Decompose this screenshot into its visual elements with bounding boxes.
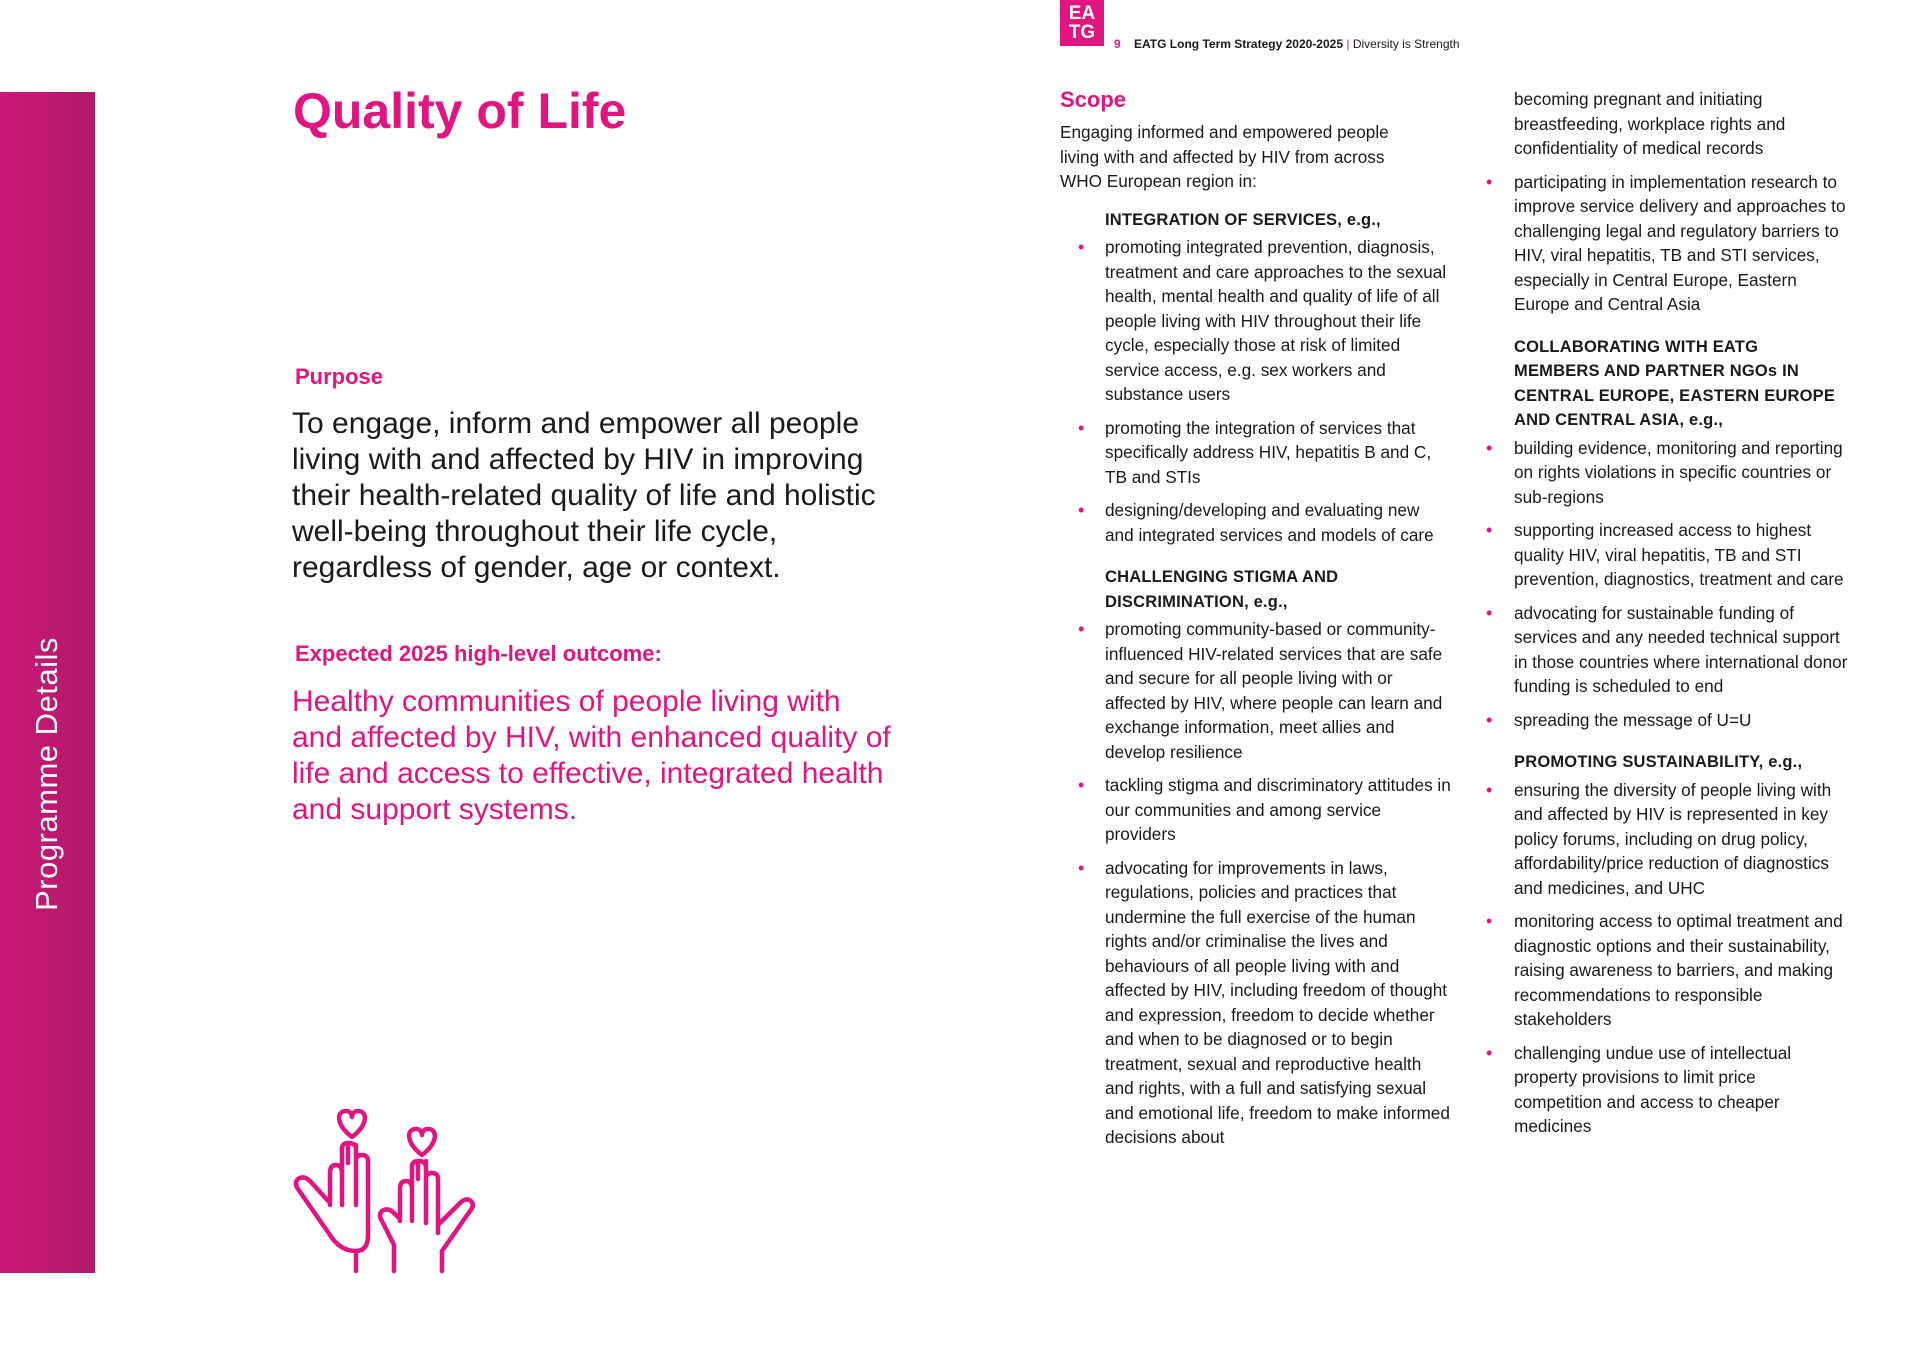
purpose-text: To engage, inform and empower all people living with and affected by HIV in improving their health-related quality of life and holistic well-being throughout their life cycle, regardless of gender, age or context. xyxy=(292,407,876,584)
list-item: • supporting increased access to highest quality HIV, viral hepatitis, TB and STI prevention, diagnostics, treatment and care xyxy=(1484,518,1848,592)
page-title: Quality of Life xyxy=(293,83,627,139)
list-item: • building evidence, monitoring and reporting on rights violations in specific countries or sub-regions xyxy=(1484,436,1848,510)
sustainability-list xyxy=(1484,778,1848,1139)
page-number: 9 xyxy=(1114,37,1121,51)
list-item: • tackling stigma and discriminatory attitudes in our communities and among service providers xyxy=(1060,773,1452,847)
purpose-heading: Purpose xyxy=(295,364,384,389)
logo-top-text: EA xyxy=(1068,3,1096,24)
document-subtitle: Diversity is Strength xyxy=(1352,37,1460,51)
sustainability-heading: PROMOTING SUSTAINABILITY, e.g., xyxy=(1514,753,1803,771)
list-item: • spreading the message of U=U xyxy=(1484,708,1848,733)
list-item-continued: becoming pregnant and initiating breastfeeding, workplace rights and confidentiality of medical records xyxy=(1514,89,1786,158)
stigma-list-continued xyxy=(1484,170,1848,317)
scope-heading: Scope xyxy=(1060,87,1127,112)
outcome-heading: Expected 2025 high-level outcome: xyxy=(295,641,662,666)
collaborating-list xyxy=(1484,436,1848,733)
stigma-list xyxy=(1060,617,1452,1150)
sidebar-band xyxy=(0,92,95,1273)
list-item: • advocating for sustainable funding of services and any needed technical support in those countries where international donor funding is scheduled to end xyxy=(1484,601,1848,699)
document-title: EATG Long Term Strategy 2020-2025 xyxy=(1134,37,1343,51)
scope-column-2 xyxy=(1484,87,1848,1148)
list-item: • monitoring access to optimal treatment and diagnostic options and their sustainability, raising awareness to barriers, and making recommendations to responsible stakeholders xyxy=(1484,909,1848,1032)
list-item: • promoting integrated prevention, diagnosis, treatment and care approaches to the sexual health, mental health and quality of life of all people living with HIV throughout their life cycle, especially those at risk of limited service access, e.g. sex workers and substance users xyxy=(1060,235,1452,407)
running-header xyxy=(1114,37,1460,51)
list-item: • designing/developing and evaluating new and integrated services and models of care xyxy=(1060,498,1452,547)
list-item: • promoting the integration of services that specifically address HIV, hepatitis B and C, TB and STIs xyxy=(1060,416,1452,490)
header-separator: | xyxy=(1346,37,1350,51)
outcome-text: Healthy communities of people living with and affected by HIV, with enhanced quality of life and access to effective, integrated health and support systems. xyxy=(292,685,891,826)
list-item: • participating in implementation research to improve service delivery and approaches to challenging legal and regulatory barriers to HIV, viral hepatitis, TB and STI services, especially in Central Europe, Eastern Europe and Central Asia xyxy=(1484,170,1848,317)
hands-heart-icon xyxy=(290,1105,475,1275)
integration-heading: INTEGRATION OF SERVICES, e.g., xyxy=(1105,210,1381,229)
integration-list xyxy=(1060,235,1452,547)
stigma-heading: CHALLENGING STIGMA AND DISCRIMINATION, e.g., xyxy=(1105,568,1339,611)
logo-bottom-text: TG xyxy=(1068,22,1096,43)
collaborating-heading: COLLABORATING WITH EATG MEMBERS AND PARTNER NGOs IN CENTRAL EUROPE, EASTERN EUROPE AND CENTRAL ASIA, e.g., xyxy=(1514,337,1836,429)
list-item: • challenging undue use of intellectual property provisions to limit price competition and access to cheaper medicines xyxy=(1484,1041,1848,1139)
scope-intro: Engaging informed and empowered people living with and affected by HIV from across WHO European region in: xyxy=(1060,122,1389,191)
list-item: • ensuring the diversity of people living with and affected by HIV is represented in key policy forums, including on drug policy, affordability/price reduction of diagnostics and medicines, and UHC xyxy=(1484,778,1848,901)
list-item: • promoting community-based or community-influenced HIV-related services that are safe and secure for all people living with or affected by HIV, where people can learn and exchange information, meet allies and develop resilience xyxy=(1060,617,1452,764)
sidebar-label: Programme Details xyxy=(29,637,64,911)
list-item: • advocating for improvements in laws, regulations, policies and practices that undermine the full exercise of the human rights and/or criminalise the lives and behaviours of all people living with and affected by HIV, including freedom of thought and expression, freedom to decide whether and when to be diagnosed or to begin treatment, sexual and reproductive health and rights, with a full and satisfying sexual and emotional life, freedom to make informed decisions about xyxy=(1060,856,1452,1150)
scope-column-1 xyxy=(1060,86,1452,1159)
eatg-logo xyxy=(1060,0,1104,46)
